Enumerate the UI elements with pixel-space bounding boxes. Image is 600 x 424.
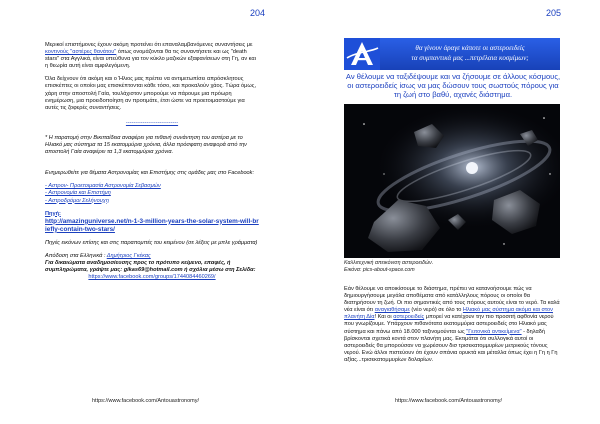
paragraph-text: όπως ονομάζονται θα τις συναντήσετε και ως "death stars" στα Αγγλικά, είναι υπεύθυνα για τον κύκλο μαζικών εξαφανίσεων στη Γη, αν και η θεωρία αυτή είναι αμφιλεγόμενη. — [45, 49, 256, 70]
body-text: - δηλαδή βρίσκονται σχετικά κοντά στον πλανήτη μας. Εκτιμάται ότι συλλογικά αυτοί οι αστεροειδείς θα μπορούσαν να χωρέσουν δισ τρισεκατομμυρίων μετρικούς τόνους νερού. Ενώ άλλοι πιστεύουν ότι έχουν σπάνια ορυκτά και μέταλλα όπως έχει η Γη η Γη αξίας...τρισεκατομμυρίων δολαρίων. — [344, 328, 558, 363]
footnote: * Η παρατομή στην Βικιπαίδεια αναφέρει για πιθανή συνάντηση του αστέρα με το Ηλιακό μας σύστημα τα 15 εκατομμύρια χρόνια, άλλα πρόσφατη αναφορά από την αποστολή Γαία αναφέρει τα 1,3 εκατομμύρια χρόνια. — [45, 134, 247, 156]
body-text: ! Και οι — [374, 314, 394, 321]
right-page — [300, 0, 600, 424]
copyright-note: Για δικαιώματα αναδημοσίευσης προς το πρότυπο κείμενο, επαφές, ή συμπληρώματα, γράψτε μας: gikas69@hotmail.com ή σχόλια μέσω στη Σελίδα: — [45, 259, 256, 273]
near-earth-objects-link[interactable]: "Γειτονικά αντικείμενα" — [466, 328, 522, 335]
images-note: Πηγές εικόνων επίσης και στις παραπομπές του κειμένου (σε λέξεις με μπλε γράμματα) — [45, 239, 258, 246]
lead-paragraph: Αν θέλουμε να ταξιδέψουμε και να ζήσουμε σε άλλους κόσμους, οι αστεροειδείς ίσως να μας δώσουν τους σωστούς πόρους για τη ζωή στο βαθύ, αχανές διάστημα. — [345, 72, 561, 99]
body-text: (νέο νερό) σε όλο το — [409, 307, 463, 314]
group-link-1[interactable]: - Αστρον- Προετοιμασία Αστρονομία Σεβασμών — [45, 183, 161, 190]
page-footer: https://www.facebook.com/Antouastronomy/ — [395, 398, 502, 404]
paragraph-sun: Όλα δείχνουν ότι ακόμη και ο Ήλιος μας πρέπει να αντιμετωπίσει απρόσκλητους επισκέπτες οι οποίοι μας επισκέπτονται κάθε τόσο, και προκαλούν χάος. Τώρα όμως, χάρη στην αποστολή Γαία, τουλάχιστον μπορούμε να πάρουμε μια πρόωρη ενημέρωση, μια προειδοποίηση αν προτιμάτε, έτσι ώστε να προετοιμαστούμε για αυτές τις ζοφερές συναντήσεις. — [45, 76, 256, 111]
paragraph-text: Μερικοί επιστήμονες έχουν ακόμη προτείνει ότι επαναλαμβανόμενες συναντήσεις με — [45, 42, 253, 48]
separator: ---------------------------- — [125, 119, 179, 126]
page-footer: https://www.facebook.com/Antouastronomy/ — [92, 398, 199, 404]
banner-title — [380, 38, 560, 70]
body-text: Εάν θέλουμε να αποικίσουμε το διάστημα, πρέπει να κατανοήσουμε πώς να δημιουργήσουμε μεγάλα αποθέματα από κατάλληλους πόρους οι οποίοι θα διατηρήσουν τη ζωή. Οι πιο σημαντικές από τους πόρους αυτούς είναι το νερό. Τα καλά νέα είναι ότι — [344, 286, 560, 314]
paragraph-intro — [45, 42, 259, 70]
page-number: 204 — [250, 8, 266, 18]
banner-line: τα συμπαντικά μας ...πετρέλαια κοσμίμων; — [411, 54, 529, 62]
asteroids-image — [344, 104, 560, 258]
death-stars-link[interactable]: κοντινούς "αστέρες θανάτου" — [45, 49, 117, 56]
left-column — [45, 42, 259, 281]
groups-list — [45, 183, 259, 204]
translator-link[interactable]: Δημήτριος Γκέκας — [106, 252, 151, 259]
group-link-2[interactable]: - Αστρονομία και Επιστήμη — [45, 190, 111, 197]
group-link-3[interactable]: - Αστροδρόμοι Σελήνουχη — [45, 197, 109, 204]
image-caption — [344, 260, 560, 274]
water-link[interactable]: αναγιαθήσαμε — [374, 307, 410, 314]
article-banner — [344, 38, 560, 70]
banner-line: θα γίνουν άραγε κάποτε οι αστεροειδείς — [415, 44, 525, 52]
inform-text: Ενημερωθείτε για θέματα Αστρονομίας και Επιστήμης στις ομάδες μας στο Facebook: — [45, 170, 255, 177]
caption-line: Καλλιτεχνική απεικόνιση αστεροειδών. — [344, 260, 434, 266]
translation-line — [45, 253, 259, 260]
asteroids-link[interactable]: αστεροειδείς — [393, 314, 425, 321]
body-text: μπορεί να κατέχουν την πιο προσιτή αφθονία νερού που γνωρίζουμε. Υπάρχουν πιθανότατα εκατομμύρια αστεροειδείς στο Ηλιακό μας σύστημα και πάνω από 18.000 ταξινομούνται ως — [344, 314, 554, 335]
source-link[interactable]: http://amazinguniverse.net/n-1-3-million-years-the-solar-system-will-briefly-contain-two-stars/ — [45, 217, 259, 233]
facebook-group-link[interactable]: https://www.facebook.com/groups/1744084460269/ — [88, 274, 216, 281]
body-paragraph — [344, 286, 562, 364]
page-number: 205 — [546, 8, 562, 18]
source-label: Πηγή: — [45, 210, 61, 217]
caption-line: Εικόνα: pics-about-space.com — [344, 266, 415, 273]
translation-label: Απόδοση στα Ελληνικά : — [45, 252, 107, 259]
astronomy-logo-icon — [344, 38, 380, 70]
solar-system-link[interactable]: Ηλιακό μας σύστημα ακόμα και στον πλανήτη Δία — [344, 307, 553, 321]
